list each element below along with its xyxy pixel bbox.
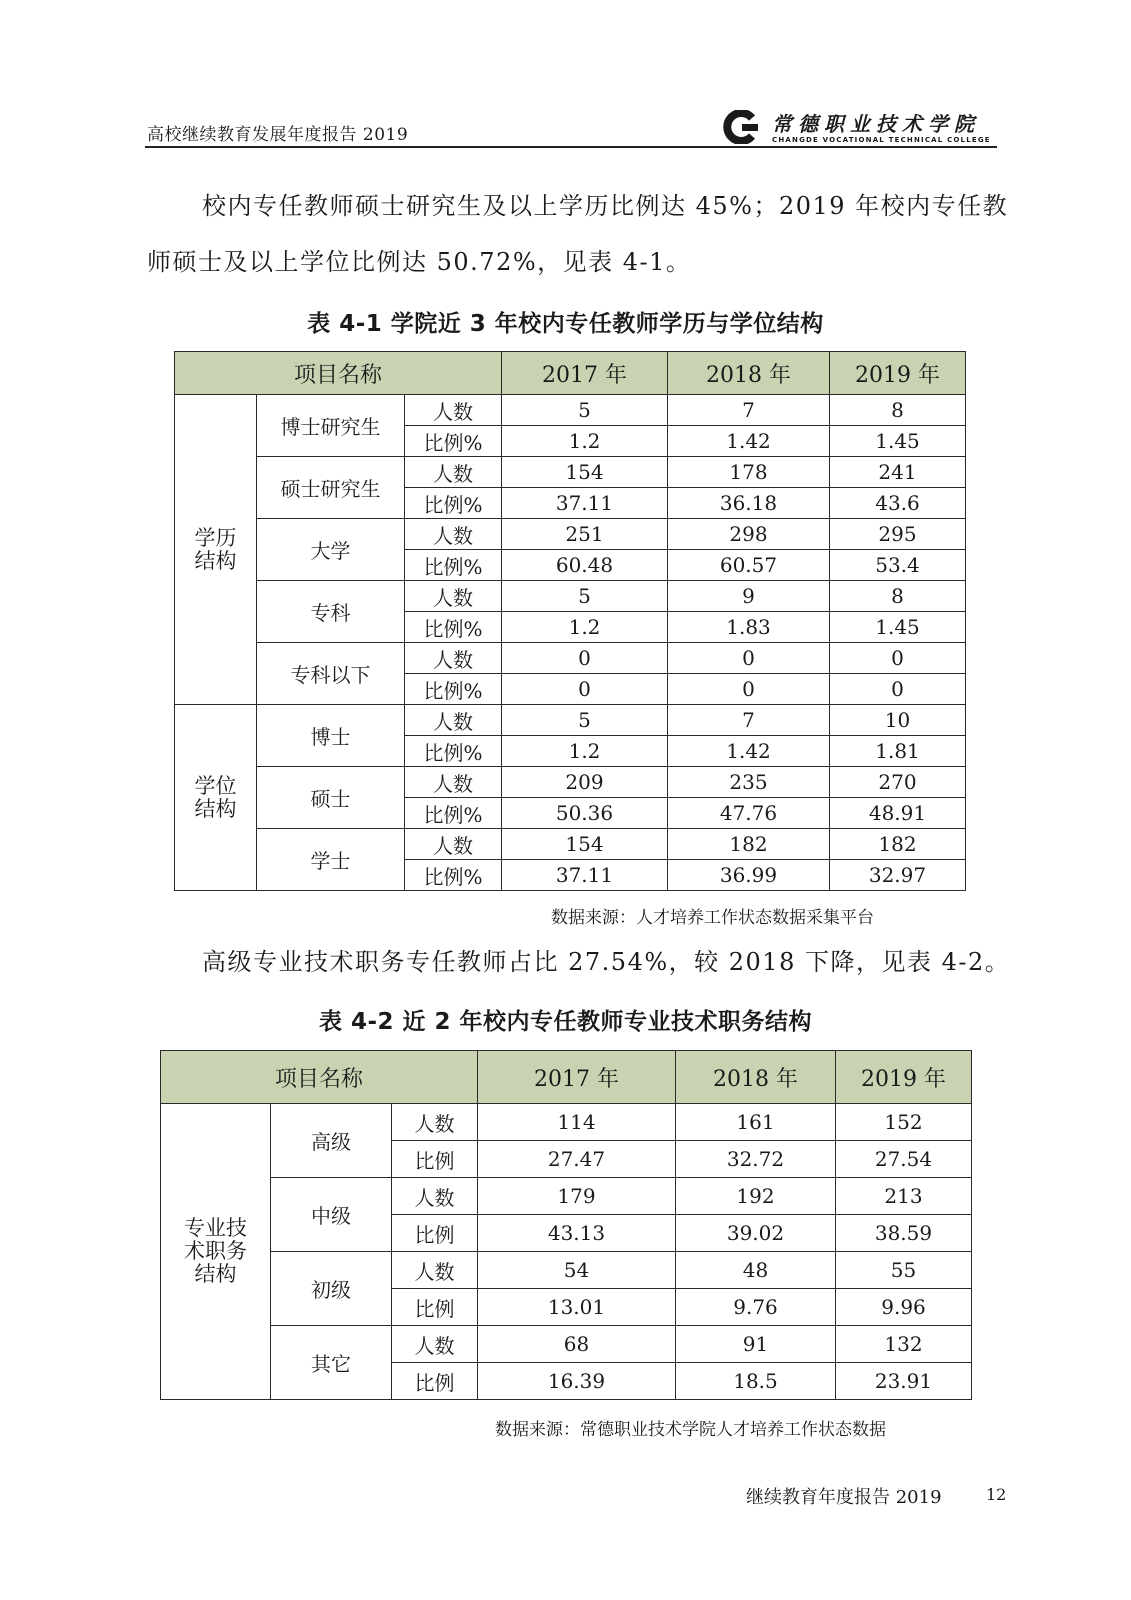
- value-cell: 209: [502, 767, 668, 798]
- table-1: [174, 351, 966, 891]
- item-name-cell: 大学: [257, 519, 405, 581]
- value-cell: 0: [668, 643, 830, 674]
- value-cell: 241: [830, 457, 966, 488]
- header-cell-year: 2018 年: [668, 352, 830, 395]
- value-cell: 68: [478, 1326, 676, 1363]
- value-cell: 37.11: [502, 488, 668, 519]
- item-name-cell: 硕士: [257, 767, 405, 829]
- item-name-cell: 专科以下: [257, 643, 405, 705]
- value-cell: 235: [668, 767, 830, 798]
- value-cell: 43.6: [830, 488, 966, 519]
- header-cell-item-name: 项目名称: [175, 352, 502, 395]
- item-name-cell: 博士研究生: [257, 395, 405, 457]
- metric-cell: 比例%: [405, 426, 502, 457]
- table-row: [175, 457, 966, 488]
- value-cell: 5: [502, 395, 668, 426]
- value-cell: 0: [830, 674, 966, 705]
- table-row: [175, 395, 966, 426]
- table-row: [161, 1178, 972, 1215]
- metric-cell: 比例%: [405, 612, 502, 643]
- table-1-source: 数据来源：人才培养工作状态数据采集平台: [551, 908, 874, 928]
- value-cell: 192: [676, 1178, 836, 1215]
- metric-cell: 比例: [392, 1363, 478, 1400]
- table-2-caption: 表 4-2 近 2 年校内专任教师专业技术职务结构: [318, 1009, 813, 1035]
- value-cell: 270: [830, 767, 966, 798]
- value-cell: 47.76: [668, 798, 830, 829]
- paragraph-1-line-1: 校内专任教师硕士研究生及以上学历比例达 45%；2019 年校内专任教: [202, 192, 1009, 220]
- value-cell: 1.2: [502, 612, 668, 643]
- metric-cell: 人数: [392, 1326, 478, 1363]
- value-cell: 1.2: [502, 736, 668, 767]
- header-cell-year: 2017 年: [478, 1051, 676, 1104]
- metric-cell: 比例: [392, 1215, 478, 1252]
- metric-cell: 人数: [405, 395, 502, 426]
- value-cell: 55: [836, 1252, 972, 1289]
- value-cell: 132: [836, 1326, 972, 1363]
- table-2: [160, 1050, 972, 1400]
- header-cell-year: 2017 年: [502, 352, 668, 395]
- value-cell: 16.39: [478, 1363, 676, 1400]
- logo-chinese-name: 常德职业技术学院: [772, 112, 980, 136]
- value-cell: 0: [502, 674, 668, 705]
- item-name-cell: 专科: [257, 581, 405, 643]
- item-name-cell: 中级: [271, 1178, 392, 1252]
- value-cell: 13.01: [478, 1289, 676, 1326]
- value-cell: 37.11: [502, 860, 668, 891]
- value-cell: 154: [502, 829, 668, 860]
- metric-cell: 比例: [392, 1289, 478, 1326]
- header-cell-year: 2019 年: [830, 352, 966, 395]
- metric-cell: 比例%: [405, 550, 502, 581]
- value-cell: 54: [478, 1252, 676, 1289]
- table-row: [175, 705, 966, 736]
- value-cell: 295: [830, 519, 966, 550]
- metric-cell: 比例: [392, 1141, 478, 1178]
- value-cell: 213: [836, 1178, 972, 1215]
- value-cell: 251: [502, 519, 668, 550]
- item-name-cell: 硕士研究生: [257, 457, 405, 519]
- value-cell: 91: [676, 1326, 836, 1363]
- value-cell: 23.91: [836, 1363, 972, 1400]
- value-cell: 9: [668, 581, 830, 612]
- value-cell: 18.5: [676, 1363, 836, 1400]
- value-cell: 1.2: [502, 426, 668, 457]
- item-name-cell: 学士: [257, 829, 405, 891]
- value-cell: 8: [830, 395, 966, 426]
- metric-cell: 人数: [405, 829, 502, 860]
- metric-cell: 人数: [405, 767, 502, 798]
- value-cell: 32.72: [676, 1141, 836, 1178]
- table-row: [175, 767, 966, 798]
- value-cell: 152: [836, 1104, 972, 1141]
- footer-text: 继续教育年度报告 2019: [746, 1487, 942, 1508]
- value-cell: 8: [830, 581, 966, 612]
- table-1-body: [175, 352, 966, 891]
- header-divider: [145, 146, 997, 148]
- value-cell: 9.76: [676, 1289, 836, 1326]
- metric-cell: 人数: [405, 705, 502, 736]
- table-2-source: 数据来源：常德职业技术学院人才培养工作状态数据: [495, 1420, 886, 1440]
- table-header-row: [175, 352, 966, 395]
- item-name-cell: 初级: [271, 1252, 392, 1326]
- value-cell: 182: [830, 829, 966, 860]
- metric-cell: 比例%: [405, 798, 502, 829]
- metric-cell: 比例%: [405, 674, 502, 705]
- metric-cell: 人数: [392, 1178, 478, 1215]
- value-cell: 178: [668, 457, 830, 488]
- value-cell: 154: [502, 457, 668, 488]
- group-label-cell: 学历结构: [175, 395, 257, 705]
- table-row: [161, 1252, 972, 1289]
- value-cell: 36.18: [668, 488, 830, 519]
- value-cell: 32.97: [830, 860, 966, 891]
- value-cell: 298: [668, 519, 830, 550]
- value-cell: 114: [478, 1104, 676, 1141]
- group-label-cell: 学位结构: [175, 705, 257, 891]
- value-cell: 1.45: [830, 612, 966, 643]
- item-name-cell: 高级: [271, 1104, 392, 1178]
- item-name-cell: 其它: [271, 1326, 392, 1400]
- value-cell: 53.4: [830, 550, 966, 581]
- metric-cell: 人数: [405, 581, 502, 612]
- value-cell: 9.96: [836, 1289, 972, 1326]
- metric-cell: 比例%: [405, 488, 502, 519]
- value-cell: 48: [676, 1252, 836, 1289]
- value-cell: 1.81: [830, 736, 966, 767]
- table-row: [175, 643, 966, 674]
- value-cell: 0: [502, 643, 668, 674]
- value-cell: 27.54: [836, 1141, 972, 1178]
- college-logo: [722, 106, 992, 150]
- value-cell: 7: [668, 705, 830, 736]
- header-cell-item-name: 项目名称: [161, 1051, 478, 1104]
- paragraph-2: 高级专业技术职务专任教师占比 27.54%，较 2018 下降，见表 4-2。: [202, 948, 1011, 976]
- metric-cell: 人数: [405, 457, 502, 488]
- value-cell: 1.42: [668, 736, 830, 767]
- page-number: 12: [986, 1485, 1007, 1504]
- metric-cell: 人数: [405, 519, 502, 550]
- value-cell: 0: [830, 643, 966, 674]
- item-name-cell: 博士: [257, 705, 405, 767]
- value-cell: 60.48: [502, 550, 668, 581]
- value-cell: 60.57: [668, 550, 830, 581]
- value-cell: 5: [502, 581, 668, 612]
- value-cell: 161: [676, 1104, 836, 1141]
- value-cell: 43.13: [478, 1215, 676, 1252]
- table-1-caption: 表 4-1 学院近 3 年校内专任教师学历与学位结构: [307, 311, 824, 337]
- table-2-body: [161, 1051, 972, 1400]
- value-cell: 48.91: [830, 798, 966, 829]
- header-cell-year: 2019 年: [836, 1051, 972, 1104]
- logo-english-name: CHANGDE VOCATIONAL TECHNICAL COLLEGE: [772, 136, 991, 144]
- metric-cell: 比例%: [405, 860, 502, 891]
- value-cell: 38.59: [836, 1215, 972, 1252]
- report-title: 高校继续教育发展年度报告 2019: [147, 125, 409, 145]
- header-cell-year: 2018 年: [676, 1051, 836, 1104]
- value-cell: 182: [668, 829, 830, 860]
- paragraph-1-line-2: 师硕士及以上学位比例达 50.72%，见表 4-1。: [147, 248, 692, 276]
- table-row: [175, 519, 966, 550]
- table-row: [175, 829, 966, 860]
- table-header-row: [161, 1051, 972, 1104]
- value-cell: 39.02: [676, 1215, 836, 1252]
- group-label-cell: 专业技术职务结构: [161, 1104, 271, 1400]
- metric-cell: 人数: [392, 1252, 478, 1289]
- value-cell: 1.42: [668, 426, 830, 457]
- college-logo-icon: [722, 110, 764, 144]
- value-cell: 36.99: [668, 860, 830, 891]
- value-cell: 1.45: [830, 426, 966, 457]
- metric-cell: 人数: [392, 1104, 478, 1141]
- value-cell: 10: [830, 705, 966, 736]
- value-cell: 7: [668, 395, 830, 426]
- metric-cell: 比例%: [405, 736, 502, 767]
- value-cell: 1.83: [668, 612, 830, 643]
- metric-cell: 人数: [405, 643, 502, 674]
- table-row: [161, 1104, 972, 1141]
- value-cell: 5: [502, 705, 668, 736]
- value-cell: 0: [668, 674, 830, 705]
- value-cell: 179: [478, 1178, 676, 1215]
- table-row: [161, 1326, 972, 1363]
- value-cell: 27.47: [478, 1141, 676, 1178]
- value-cell: 50.36: [502, 798, 668, 829]
- table-row: [175, 581, 966, 612]
